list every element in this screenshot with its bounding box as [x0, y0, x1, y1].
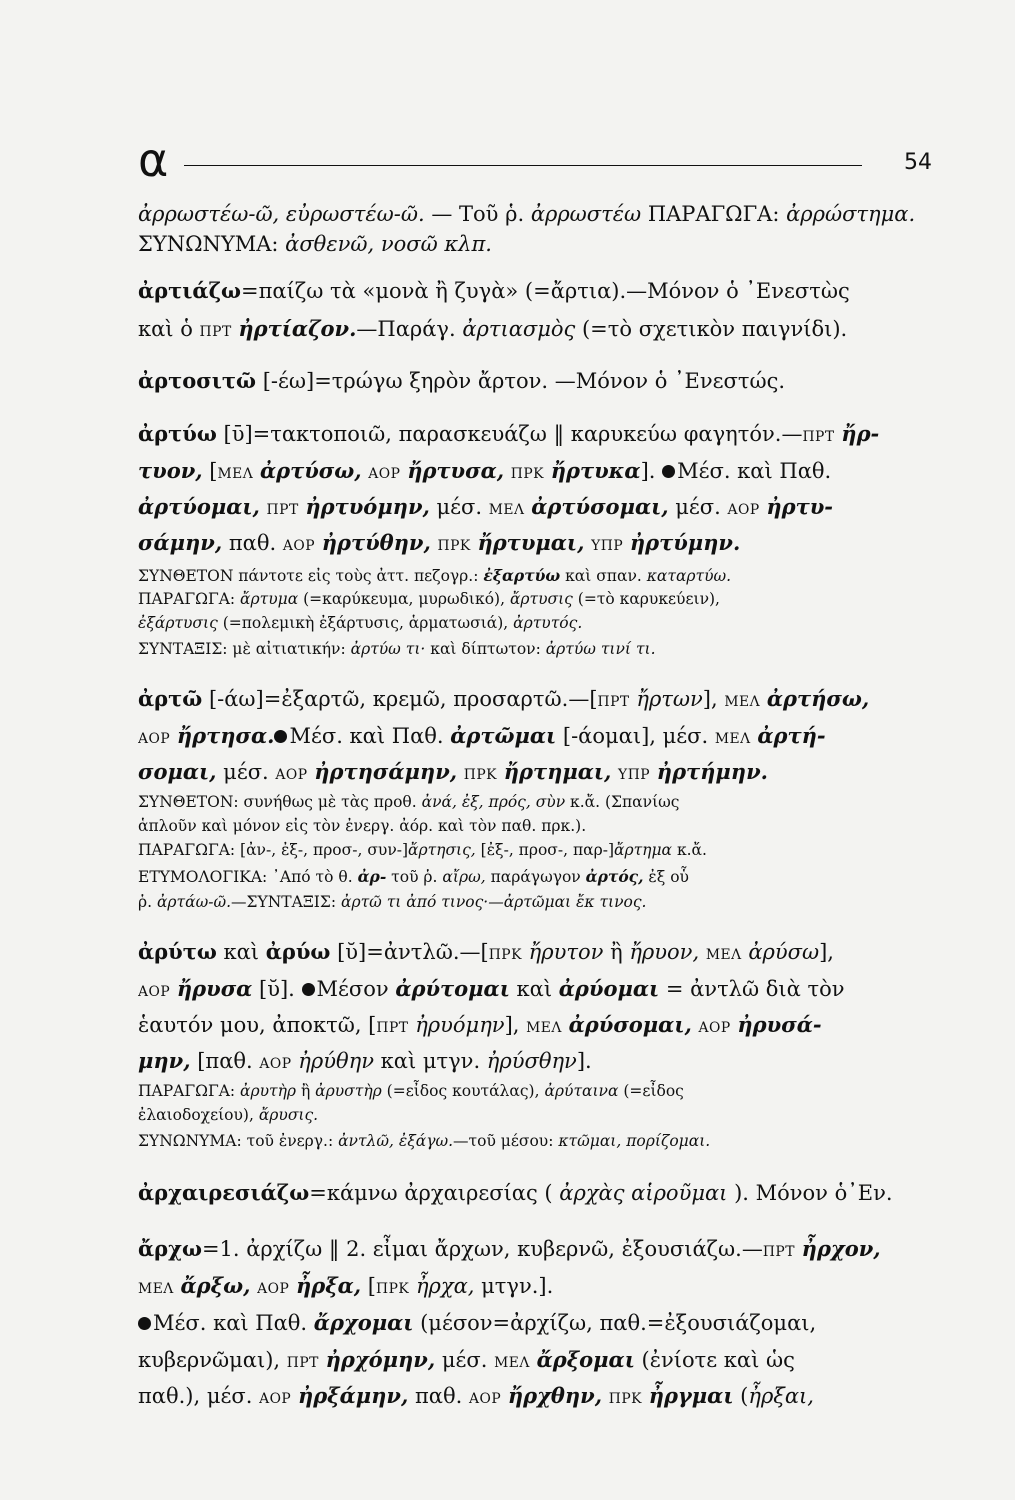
entry-text: μτγν.].	[474, 1274, 554, 1298]
entry-text: (=εἶδος	[618, 1082, 684, 1100]
entry-text: ἀρτύω τι·	[350, 640, 426, 658]
entry-text	[291, 1384, 298, 1408]
entry-text: καὶ μτγν.	[373, 1049, 487, 1073]
entry-text: ἀρύτομαι	[395, 976, 510, 1001]
entry-text: ἠρύσθην	[486, 1049, 577, 1073]
entry-text: ἤρτυσα,	[407, 458, 505, 483]
entry-text: ἠρτησάμην,	[314, 759, 458, 784]
grammar-abbrev: ΑΟΡ	[698, 1020, 731, 1036]
entry-text: καταρτύω.	[646, 567, 732, 585]
entry-text: [	[361, 1274, 376, 1298]
entry-text: ἀρτιασμὸς	[462, 317, 576, 341]
headword: ἀρτῶ	[138, 686, 203, 711]
entry-text: ἑαυτόν μου, ἀποκτῶ, [	[138, 1013, 377, 1037]
entry-text: (=καρύκευμα, μυρωδικό),	[298, 590, 510, 608]
grammar-abbrev: ΑΟΡ	[275, 767, 308, 783]
entry-text: τυον,	[138, 458, 203, 483]
entry-text: ἦρχον,	[801, 1236, 881, 1261]
headword: ἀρύω	[265, 939, 331, 964]
entry-line	[138, 490, 938, 527]
entry-text	[642, 1384, 649, 1408]
entry-text: ἠρτήμην.	[656, 759, 768, 784]
entry-text: μέσ.	[216, 760, 276, 784]
entry-text: ἀρτύσω,	[259, 458, 362, 483]
grammar-abbrev: ΠΡΤ	[199, 324, 232, 340]
entry-text: (=πολεμικὴ ἐξάρτυσις, ἁρματωσιά),	[217, 614, 514, 632]
entry-text: ἤρυσα	[176, 976, 253, 1001]
entry-text: ἄρχομαι	[313, 1310, 414, 1335]
grammar-abbrev: ΠΡΚ	[510, 466, 545, 482]
grammar-abbrev: ΠΡΤ	[597, 694, 630, 710]
entry-line	[138, 719, 938, 756]
grammar-abbrev: ΠΡΚ	[608, 1391, 643, 1407]
entry-text	[315, 531, 322, 555]
entry-text: ἤρχθην,	[507, 1383, 603, 1408]
entry-text: καὶ σπαν.	[560, 567, 647, 585]
entry-text: ],	[504, 1013, 527, 1037]
entry-text: τοῦ ῥ.	[386, 868, 443, 886]
grammar-abbrev: ΥΠΡ	[618, 767, 651, 783]
entry-text	[457, 760, 464, 784]
entry-text: [παθ.	[190, 1049, 260, 1073]
entry-text: ἦρχα,	[415, 1274, 475, 1298]
entry-text: μέσ.	[429, 495, 489, 519]
entry-text: ἀσθενῶ, νοσῶ κλπ.	[285, 232, 492, 256]
entry-text	[760, 687, 767, 711]
entry-text: ἀρτῶμαι	[450, 723, 557, 748]
bullet-icon	[138, 1317, 151, 1330]
entry-text: ἠρτυόμην,	[305, 494, 430, 519]
entry-text: ΣΥΝΩΝΥΜΑ: τοῦ ἐνεργ.:	[138, 1132, 339, 1150]
entry-text	[170, 977, 177, 1001]
headword: ἀρτύω	[138, 421, 217, 446]
entry-text: = ἀντλῶ διὰ τὸν	[659, 977, 845, 1001]
page-number: 54	[904, 150, 932, 175]
entry-line	[138, 454, 938, 491]
entry-text	[544, 459, 551, 483]
grammar-abbrev: ΠΡΚ	[488, 947, 522, 963]
entry-text: (=εἶδος κουτάλας),	[381, 1082, 545, 1100]
entry-text: ].	[576, 1049, 592, 1073]
entry-text: ἀρρώστημα.	[786, 202, 916, 226]
entry-line	[138, 1080, 938, 1104]
grammar-abbrev: ΑΟΡ	[257, 1281, 290, 1297]
entry-line	[138, 526, 938, 563]
entry-text: ἀρτύσομαι,	[531, 494, 669, 519]
entry-text: ἠρυόμην	[415, 1013, 505, 1037]
entry-text: ἐξάρτυσις	[138, 614, 218, 632]
entry-text: ἤρτυμαι,	[477, 530, 585, 555]
entry-text: [-έω]=τρώγω ξηρὸν ἄρτον. —Μόνον ὁ ᾿Ενεστώς.	[256, 369, 786, 393]
grammar-abbrev: ΠΡΤ	[762, 1244, 795, 1260]
bullet-icon	[662, 465, 675, 478]
entry-text: [-άομαι], μέσ.	[556, 724, 715, 748]
entry-text: ἁπλοῦν καὶ μόνον εἰς τὸν ἐνεργ. ἀόρ. καὶ τὸν παθ. πρκ.).	[138, 817, 587, 835]
entry-text: ἠρύθην	[298, 1049, 374, 1073]
entry-text	[253, 459, 260, 483]
entry-text: ἀρτάω-ῶ.	[156, 893, 232, 911]
entry-text: ἀρτύω τινί τι.	[545, 640, 656, 658]
entry-text: =1. ἀρχίζω ‖ 2. εἶμαι ἄρχων, κυβερνῶ, ἐξουσιάζω.—	[201, 1237, 763, 1261]
bullet-icon	[302, 983, 315, 996]
entry-text	[260, 495, 267, 519]
entry-text: ἤρτησα.	[176, 723, 275, 748]
entry-text: μην,	[138, 1048, 191, 1073]
bullet-icon	[274, 730, 287, 743]
grammar-abbrev: ΠΡΚ	[376, 1281, 410, 1297]
entry-text: ἠρτύθην,	[321, 530, 431, 555]
grammar-abbrev: ΠΡΤ	[802, 429, 835, 445]
entry-line	[138, 791, 938, 815]
entry-text: ἦργμαι	[648, 1383, 734, 1408]
entry-text: ἀρρωστέω	[530, 202, 642, 226]
entry-text: ἤρτων	[636, 687, 703, 711]
entry-text: ἠρυσά-	[737, 1012, 822, 1037]
entry-text	[431, 531, 438, 555]
entry-text: ἦρξα,	[295, 1273, 362, 1298]
entry-text	[174, 1274, 181, 1298]
entry-text	[504, 459, 511, 483]
entry-text: ἄρξω,	[180, 1273, 251, 1298]
entry-text: ἄρτυμα	[240, 590, 299, 608]
entry-text: ἤρτημαι,	[503, 759, 612, 784]
headword: ἀρτοσιτῶ	[138, 368, 257, 393]
entry-text: παθ.	[222, 531, 283, 555]
entry-text: καὶ δίπτωτον:	[425, 640, 546, 658]
entry-text: (=τὸ σχετικὸν παιγνίδι).	[575, 317, 848, 341]
entry-text: παθ.	[408, 1384, 469, 1408]
entry-text: ). Μόνον ὁ᾿Εν.	[727, 1181, 893, 1205]
entry-text: σάμην,	[138, 530, 223, 555]
entry-text	[497, 760, 504, 784]
entry-text: ἄρτημα	[614, 841, 673, 859]
entry-text: =κάμνω ἀρχαιρεσίας (	[309, 1181, 560, 1205]
entry-text: ἐξ οὗ	[643, 868, 689, 886]
entry-text: κ.ἄ.	[672, 841, 707, 859]
entry-text: (μέσον=ἀρχίζω, παθ.=ἐξουσιάζομαι,	[413, 1311, 817, 1335]
entry-text: ἄρυσις.	[258, 1106, 319, 1124]
entry-text: ἀρτυτός.	[513, 614, 583, 632]
entry-text: ἀρύσομαι,	[568, 1012, 692, 1037]
entry-text: [-άω]=ἐξαρτῶ, κρεμῶ, προσαρτῶ.—[	[202, 687, 598, 711]
entry-text	[692, 1013, 699, 1037]
entry-text: ἢ	[603, 940, 630, 964]
entry-line	[138, 839, 938, 863]
section-letter: α	[138, 133, 169, 187]
entry-text: ἄρξομαι	[536, 1347, 635, 1372]
entry-text: =παίζω τὰ «μονὰ ἢ ζυγὰ» (=ἄρτια).—Μόνον ὁ ᾿Ενεστὼς	[241, 279, 850, 303]
entry-text: αἴρω,	[442, 868, 486, 886]
entry-text: ἀρύομαι	[558, 976, 660, 1001]
grammar-abbrev: ΜΕΛ	[705, 947, 742, 963]
entry-text	[170, 724, 177, 748]
entry-text: ἤρυτον	[528, 940, 604, 964]
entry-text: ΠΑΡΑΓΩΓΑ:	[138, 1082, 241, 1100]
entry-text: ἤρυον,	[629, 940, 700, 964]
entry-line	[138, 1306, 938, 1340]
page-header	[138, 133, 938, 187]
grammar-abbrev: ΑΟΡ	[368, 466, 401, 482]
entry-text: μέσ.	[435, 1348, 495, 1372]
entry-text: μέσ.	[668, 495, 728, 519]
entry-line	[138, 1008, 938, 1045]
entry-text: Μέσ. καὶ Παθ.	[677, 459, 832, 483]
entry-line	[138, 588, 938, 612]
entry-line	[138, 1379, 938, 1416]
entry-text: καὶ	[216, 940, 266, 964]
entry-text: —τοῦ μέσου:	[453, 1132, 559, 1150]
entry-text	[650, 760, 657, 784]
entry-text: ἐλαιοδοχείου),	[138, 1106, 259, 1124]
entry-text: ΣΥΝΘΕΤΟΝ πάντοτε εἰς τοὺς ἀττ. πεζογρ.:	[138, 567, 484, 585]
grammar-abbrev: ΠΡΚ	[463, 767, 498, 783]
grammar-abbrev: ΠΡΤ	[266, 502, 299, 518]
entry-text: ἐξαρτύω	[483, 566, 561, 585]
entry-line	[138, 274, 938, 308]
entry-line	[138, 364, 938, 398]
entry-text: ἠρτυ-	[766, 494, 834, 519]
entry-text: παράγωγον	[485, 868, 586, 886]
entry-line	[138, 755, 938, 792]
grammar-abbrev: ΠΡΤ	[376, 1020, 409, 1036]
entry-text	[409, 1274, 416, 1298]
grammar-abbrev: ΠΡΚ	[437, 538, 471, 554]
entry-text: ἤρτυκα	[550, 458, 641, 483]
grammar-abbrev: ΜΕΛ	[724, 694, 761, 710]
entry-text: ἀρ-	[357, 867, 387, 886]
entry-line	[138, 891, 938, 915]
entry-text: ἠρτίαζον.	[238, 316, 357, 341]
entry-line	[138, 638, 938, 662]
entry-text: ],	[819, 940, 834, 964]
entry-text: ΠΑΡΑΓΩΓΑ:	[138, 590, 241, 608]
entry-text: ἠρξάμην,	[297, 1383, 409, 1408]
entry-line	[138, 612, 938, 636]
entry-text: ἀρτῶ τι ἀπό τινος·—ἀρτῶμαι ἔκ τινος.	[340, 893, 647, 911]
grammar-abbrev: ΑΟΡ	[138, 984, 171, 1000]
entry-line	[138, 417, 938, 454]
entry-text: ΣΥΝΘΕΤΟΝ: συνήθως μὲ τὰς προθ.	[138, 793, 422, 811]
entry-text: ἀρτή-	[757, 723, 826, 748]
entry-line	[138, 1044, 938, 1081]
entry-text: ],	[702, 687, 725, 711]
entry-text: (ἐνίοτε καὶ ὡς	[634, 1348, 795, 1372]
entry-text: ἀνά, ἐξ, πρός, σὺν	[421, 793, 566, 811]
grammar-abbrev: ΠΡΤ	[286, 1355, 319, 1371]
entry-text: (	[733, 1384, 749, 1408]
headword: ἄρχω	[138, 1236, 202, 1261]
grammar-abbrev: ΜΕΛ	[526, 1020, 562, 1036]
entry-text	[602, 1384, 609, 1408]
entry-text: [ῠ].	[252, 977, 302, 1001]
entry-text: ἀρτύομαι,	[138, 494, 260, 519]
entry-text	[530, 1348, 537, 1372]
entry-text: καὶ ὁ	[138, 317, 200, 341]
entry-text: ἀρυστὴρ	[315, 1082, 382, 1100]
grammar-abbrev: ΜΕΛ	[714, 731, 751, 747]
entry-text: ἠρχόμην,	[325, 1347, 436, 1372]
entry-text: ἢ	[296, 1082, 316, 1100]
entry-text: ἀρύσω	[748, 940, 820, 964]
entry-line	[138, 682, 938, 719]
entry-text: ΣΥΝΤΑΞΙΣ: μὲ αἰτιατικήν:	[138, 640, 351, 658]
entry-text	[289, 1274, 296, 1298]
entry-text: παθ.), μέσ.	[138, 1384, 260, 1408]
entry-text: Μέσον	[316, 977, 396, 1001]
grammar-abbrev: ΜΕΛ	[217, 466, 254, 482]
entry-text: ].	[640, 459, 663, 483]
entry-text: [	[202, 459, 218, 483]
grammar-abbrev: ΑΟΡ	[468, 1391, 502, 1407]
entry-text: σομαι,	[138, 759, 217, 784]
header-rule	[184, 165, 862, 166]
entry-text: κ.ἄ. (Σπανίως	[565, 793, 680, 811]
headword: ἀρτιάζω	[138, 278, 242, 303]
entry-text: ἀρχὰς αἱροῦμαι	[559, 1181, 728, 1205]
entry-text: ῥ.	[138, 893, 157, 911]
entry-text	[562, 1013, 569, 1037]
entry-line	[138, 1176, 938, 1210]
entry-text: [ἐξ-, προσ-, παρ-]	[475, 841, 615, 859]
entry-line	[138, 815, 938, 839]
entry-text: ἀρρωστέω-ῶ, εὐρωστέω-ῶ.	[138, 202, 425, 226]
entry-text	[522, 940, 529, 964]
grammar-abbrev: ΑΟΡ	[282, 538, 316, 554]
entry-text: ἀρτός,	[585, 867, 644, 886]
grammar-abbrev: ΜΕΛ	[138, 1281, 174, 1297]
headword: ἀρύτω	[138, 939, 217, 964]
entry-line	[138, 865, 938, 890]
entry-text: Μέσ. καὶ Παθ.	[153, 1311, 314, 1335]
entry-text: ἀντλῶ, ἐξάγω.	[338, 1132, 454, 1150]
entry-text: ἀρυτὴρ	[240, 1082, 297, 1100]
entry-text: ΕΤΥΜΟΛΟΓΙΚΑ: ᾿Από τὸ θ.	[138, 868, 358, 886]
entry-text: ΠΑΡΑΓΩΓΑ:	[641, 202, 787, 226]
entry-text: ἄρτυσις	[509, 590, 573, 608]
entry-text: κυβερνῶμαι),	[138, 1348, 287, 1372]
entry-line	[138, 1343, 938, 1380]
entry-text	[319, 1348, 326, 1372]
entry-line	[138, 935, 938, 972]
entry-text: —ΣΥΝΤΑΞΙΣ:	[231, 893, 341, 911]
entry-text: ἀρτήσω,	[766, 686, 870, 711]
entry-text: —Παράγ.	[356, 317, 463, 341]
grammar-abbrev: ΜΕΛ	[494, 1355, 530, 1371]
entry-text: ἦρξαι,	[748, 1384, 814, 1408]
grammar-abbrev: ΥΠΡ	[591, 538, 624, 554]
headword: ἀρχαιρεσιάζω	[138, 1180, 310, 1205]
entry-text	[623, 531, 630, 555]
entry-text	[501, 1384, 508, 1408]
entry-text	[795, 1237, 802, 1261]
grammar-abbrev: ΑΟΡ	[259, 1056, 292, 1072]
entry-text: ΠΑΡΑΓΩΓΑ: [ἀν-, ἐξ-, προσ-, συν-]	[138, 841, 409, 859]
entry-line	[138, 198, 938, 231]
entry-line	[138, 1130, 938, 1154]
entry-text: (=τὸ καρυκεύειν),	[572, 590, 720, 608]
entry-text: κτῶμαι, πορίζομαι.	[558, 1132, 711, 1150]
entry-line	[138, 228, 938, 261]
grammar-abbrev: ΜΕΛ	[488, 502, 525, 518]
entry-text: ἀρύταινα	[544, 1082, 619, 1100]
entry-line	[138, 1104, 938, 1128]
grammar-abbrev: ΑΟΡ	[727, 502, 760, 518]
entry-text: Μέσ. καὶ Παθ.	[289, 724, 451, 748]
entry-line	[138, 564, 938, 589]
entry-text: [ῠ]=ἀντλῶ.—[	[330, 940, 489, 964]
entry-line	[138, 312, 938, 349]
entry-line	[138, 972, 938, 1009]
entry-text: καὶ	[509, 977, 559, 1001]
grammar-abbrev: ΑΟΡ	[259, 1391, 292, 1407]
entry-line	[138, 1232, 938, 1269]
entry-text: ΣΥΝΩΝΥΜΑ:	[138, 232, 286, 256]
entry-text: ἤρ-	[841, 421, 880, 446]
entry-text: — Τοῦ ῥ.	[424, 202, 531, 226]
entry-text	[699, 940, 706, 964]
entry-text: ἄρτησις,	[408, 841, 476, 859]
entry-line	[138, 1269, 938, 1306]
entry-text: ἠρτύμην.	[629, 530, 741, 555]
entry-text: [ῡ]=τακτοποιῶ, παρασκευάζω ‖ καρυκεύω φαγητόν.—	[216, 422, 803, 446]
grammar-abbrev: ΑΟΡ	[138, 731, 171, 747]
